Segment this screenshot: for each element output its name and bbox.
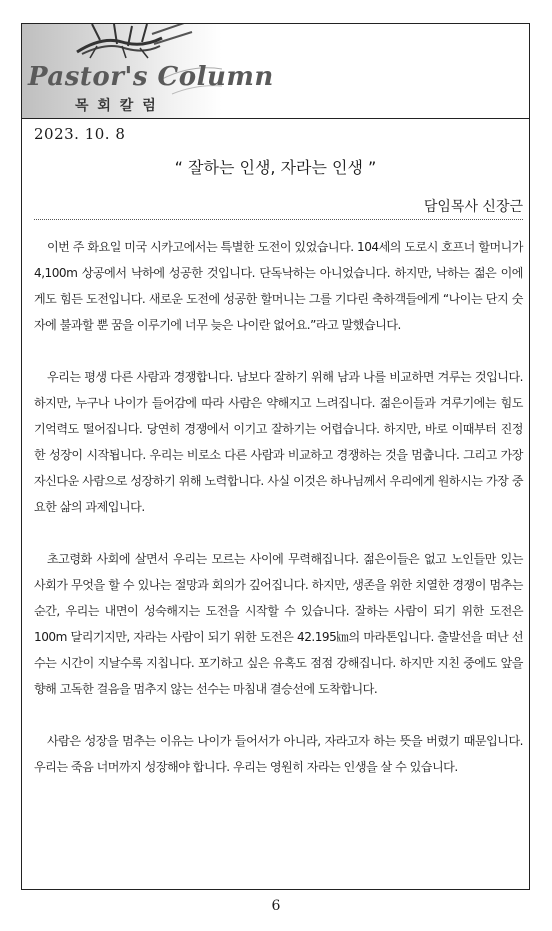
paragraph: 우리는 평생 다른 사람과 경쟁합니다. 남보다 잘하기 위해 남과 나를 비교하면 겨루는 것입니다. 하지만, 누구나 나이가 들어감에 따라 사람은 약해지고 느려집니다. 젊은이들과 겨루기에는 힘도 기억력도 떨어집니다. 당연히 경쟁에서 이기고 잘하기는 어렵습니다. 하지만, 바로 이때부터 진정한 성장이 시작됩니다. 우리는 비로소 다른 사람과 비교하고 경쟁하는 것을 멈춥니다. 그리고 가장 자신다운 사람으로 성장하기 위해 노력합니다. 사실 이것은 하나님께서 우리에게 원하시는 가장 중요한 삶의 과제입니다. — [34, 370, 523, 514]
column-header — [22, 24, 529, 119]
column-author: 담임목사 신장근 — [423, 199, 523, 215]
paragraph: 초고령화 사회에 살면서 우리는 모르는 사이에 무력해집니다. 젊은이들은 없고 노인들만 있는 사회가 무엇을 할 수 있나는 절망과 회의가 깊어집니다. 하지만, 생존을 위한 치열한 경쟁이 멈추는 순간, 우리는 내면이 성숙해지는 도전을 시작할 수 있습니다. 잘하는 사람이 되기 위한 도전은 100m 달리기지만, 자라는 사람이 되기 위한 도전은 42.195㎞의 마라톤입니다. 출발선을 떠난 선수는 시간이 지날수록 지칩니다. 포기하고 싶은 유혹도 점점 강해집니다. 하지만 지친 중에도 앞을 향해 고독한 걸음을 멈추지 않는 선수는 마침내 결승선에 도착합니다. — [34, 552, 523, 696]
column-title-ko: 목 회 칼 럼 — [75, 98, 158, 114]
column-heading: “ 잘하는 인생, 자라는 인생 ” — [174, 158, 377, 177]
paragraph: 이번 주 화요일 미국 시카고에서는 특별한 도전이 있었습니다. 104세의 도로시 호프너 할머니가 4,100m 상공에서 낙하에 성공한 것입니다. 단독낙하는 아니었습니다. 하지만, 낙하는 젊은 이에게도 힘든 도전입니다. 새로운 도전에 성공한 할머니는 그를 기다린 축하객들에게 “나이는 단지 숫자에 불과할 뿐 꿈을 이루기에 너무 늦은 나이란 없어요.”라고 말했습니다. — [34, 240, 523, 332]
page-number: 6 — [271, 898, 281, 914]
column-frame — [21, 23, 530, 890]
dotted-divider — [34, 219, 523, 220]
paragraph: 사람은 성장을 멈추는 이유는 나이가 들어서가 아니라, 자라고자 하는 뜻을 버렸기 때문입니다. 우리는 죽음 너머까지 성장해야 합니다. 우리는 영원히 자라는 인생을 살 수 있습니다. — [34, 734, 523, 774]
column-date: 2023. 10. 8 — [34, 125, 126, 143]
header-banner-image — [22, 24, 274, 118]
column-title-en: Pastor's Column — [28, 62, 274, 92]
column-body — [34, 234, 523, 780]
